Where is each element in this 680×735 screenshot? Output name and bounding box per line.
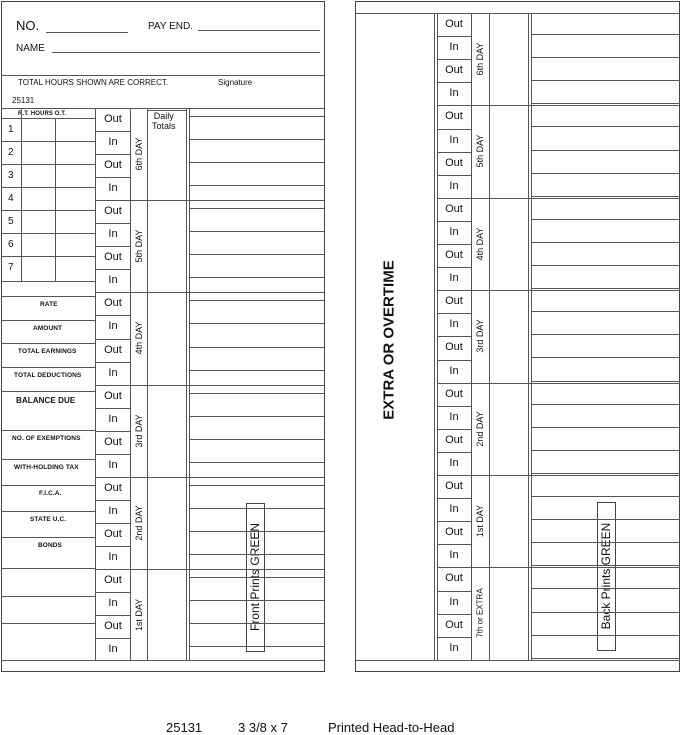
totals-line	[189, 508, 325, 509]
back-out-label: Out	[445, 156, 463, 169]
back-in-label: In	[449, 641, 459, 654]
hours-row-number: 1	[8, 124, 14, 135]
io-line	[95, 154, 130, 155]
back-in-label: In	[449, 549, 459, 562]
back-totals-line	[531, 103, 680, 104]
back-io-line	[437, 406, 471, 407]
back-totals-line	[531, 242, 680, 243]
back-day-group-line	[437, 290, 680, 291]
deduction-label: TOTAL DEDUCTIONS	[14, 372, 82, 379]
back-card	[355, 1, 680, 672]
deduction-line	[1, 367, 95, 368]
totals-line	[189, 623, 325, 624]
back-day-group-line	[437, 567, 680, 568]
no-label: NO.	[16, 18, 40, 33]
day-label: 6th DAY	[134, 137, 144, 171]
back-col-3	[471, 13, 472, 660]
in-label: In	[108, 366, 118, 379]
deduction-label: AMOUNT	[33, 325, 63, 332]
day-label: 5th DAY	[134, 229, 144, 263]
deduction-label: BALANCE DUE	[16, 396, 76, 405]
in-label: In	[108, 643, 118, 656]
totals-line	[189, 162, 325, 163]
totals-line	[189, 185, 325, 186]
day-group-line	[95, 292, 325, 293]
back-totals-line	[531, 473, 680, 474]
totals-line	[189, 139, 325, 140]
back-io-line	[437, 336, 471, 337]
day-label: 1st DAY	[134, 598, 144, 632]
back-io-line	[437, 36, 471, 37]
back-day-label: 7th or EXTRA	[475, 588, 485, 639]
back-io-line	[437, 129, 471, 130]
deduction-label: WITH-HOLDING TAX	[14, 464, 79, 471]
back-out-label: Out	[445, 387, 463, 400]
totals-line	[189, 439, 325, 440]
back-totals-line	[531, 450, 680, 451]
deduction-label: BONDS	[38, 542, 62, 549]
back-in-label: In	[449, 179, 459, 192]
back-in-label: In	[449, 456, 459, 469]
totals-line	[189, 554, 325, 555]
hours-row-line	[1, 233, 95, 234]
form-number: 25131	[12, 96, 35, 105]
back-totals-line	[531, 588, 680, 589]
back-out-label: Out	[445, 526, 463, 539]
io-line	[95, 269, 130, 270]
io-line	[95, 638, 130, 639]
back-in-label: In	[449, 595, 459, 608]
back-io-line	[437, 591, 471, 592]
back-io-line	[437, 429, 471, 430]
caption-size: 3 3/8 x 7	[238, 720, 288, 735]
caption-number: 25131	[166, 720, 203, 735]
totals-line	[189, 462, 325, 463]
totals-line	[189, 646, 325, 647]
in-label: In	[108, 228, 118, 241]
totals-line	[189, 208, 325, 209]
back-in-label: In	[449, 318, 459, 331]
totals-line	[189, 393, 325, 394]
in-label: In	[108, 550, 118, 563]
back-totals-line	[531, 219, 680, 220]
back-totals-line	[531, 565, 680, 566]
in-label: In	[108, 458, 118, 471]
totals-line	[189, 277, 325, 278]
hours-row-line	[1, 210, 95, 211]
front-print-note: Front Prints GREEN	[248, 522, 262, 632]
back-totals-line	[531, 519, 680, 520]
out-label: Out	[104, 389, 122, 402]
back-day-label: 1st DAY	[475, 504, 485, 538]
io-line	[95, 177, 130, 178]
totals-line	[189, 531, 325, 532]
back-out-label: Out	[445, 64, 463, 77]
in-label: In	[108, 412, 118, 425]
back-out-label: Out	[445, 341, 463, 354]
io-line	[95, 500, 130, 501]
day-label: 2nd DAY	[134, 505, 144, 541]
back-col-4	[489, 13, 490, 660]
deduction-line	[1, 485, 95, 486]
io-line	[95, 615, 130, 616]
day-group-line	[95, 108, 325, 109]
deduction-label: F.I.C.A.	[39, 490, 62, 497]
out-label: Out	[104, 205, 122, 218]
deduction-line	[1, 511, 95, 512]
back-io-line	[437, 360, 471, 361]
back-in-label: In	[449, 410, 459, 423]
back-in-label: In	[449, 133, 459, 146]
blank-deduction-line	[1, 568, 95, 569]
totals-line	[189, 323, 325, 324]
hours-row-line	[1, 164, 95, 165]
back-day-group-line	[437, 105, 680, 106]
deduction-line	[1, 459, 95, 460]
back-in-label: In	[449, 364, 459, 377]
day-group-line	[95, 569, 325, 570]
day-label: 4th DAY	[134, 321, 144, 355]
totals-line	[189, 370, 325, 371]
hours-row-line	[1, 187, 95, 188]
deduction-line	[1, 343, 95, 344]
caption-note: Printed Head-to-Head	[328, 720, 455, 735]
out-label: Out	[104, 159, 122, 172]
back-out-label: Out	[445, 295, 463, 308]
back-in-label: In	[449, 503, 459, 516]
io-line	[95, 131, 130, 132]
hours-row-line	[1, 118, 95, 119]
back-day-label: 3rd DAY	[475, 319, 485, 353]
no-line	[46, 32, 128, 33]
blank-deduction-line	[1, 623, 95, 624]
day-group-line	[95, 477, 325, 478]
back-in-label: In	[449, 225, 459, 238]
back-totals-line	[531, 311, 680, 312]
hours-row-number: 6	[8, 239, 14, 250]
out-label: Out	[104, 574, 122, 586]
back-out-label: Out	[445, 202, 463, 215]
name-line	[52, 52, 320, 53]
back-io-line	[437, 521, 471, 522]
back-totals-line	[531, 496, 680, 497]
deduction-line	[1, 296, 95, 297]
io-line	[95, 246, 130, 247]
back-io-line	[437, 452, 471, 453]
back-in-label: In	[449, 272, 459, 285]
back-bottom-line	[355, 660, 680, 661]
back-out-label: Out	[445, 433, 463, 446]
back-day-label: 6th DAY	[475, 42, 485, 76]
back-totals-line	[531, 334, 680, 335]
back-day-group-line	[437, 475, 680, 476]
back-in-label: In	[449, 87, 459, 100]
hours-row-line	[1, 256, 95, 257]
back-out-label: Out	[445, 572, 463, 585]
deduction-label: TOTAL EARNINGS	[18, 348, 77, 355]
totals-line	[189, 485, 325, 486]
back-totals-line	[531, 612, 680, 613]
totals-line	[189, 231, 325, 232]
back-totals-line	[531, 658, 680, 659]
signature-label: Signature	[218, 78, 253, 87]
deduction-line	[1, 320, 95, 321]
pay-end-line	[198, 30, 320, 31]
total-hours-label: TOTAL HOURS SHOWN ARE CORRECT.	[18, 78, 169, 87]
totals-line	[189, 300, 325, 301]
back-title: EXTRA OR OVERTIME	[380, 260, 398, 420]
io-line	[95, 362, 130, 363]
in-label: In	[108, 182, 118, 195]
pay-end-label: PAY END.	[148, 21, 194, 32]
back-out-label: Out	[445, 249, 463, 261]
back-io-line	[437, 614, 471, 615]
out-label: Out	[104, 297, 122, 310]
back-totals-line	[531, 150, 680, 151]
out-label: Out	[104, 620, 122, 633]
in-label: In	[108, 320, 118, 333]
hours-header: R.T. HOURS O.T.	[18, 111, 67, 117]
back-totals-line	[531, 635, 680, 636]
back-day-label: 2nd DAY	[475, 410, 485, 447]
back-out-label: Out	[445, 618, 463, 631]
back-io-line	[437, 59, 471, 60]
daily-totals-label: Daily Totals	[152, 111, 176, 131]
back-print-note: Back Prints GREEN	[599, 522, 613, 630]
totals-line	[189, 577, 325, 578]
back-out-label: Out	[445, 480, 463, 492]
back-io-line	[437, 313, 471, 314]
hours-row-number: 5	[8, 216, 14, 227]
back-totals-line	[531, 126, 680, 127]
deduction-line	[1, 537, 95, 538]
hours-row-number: 3	[8, 170, 14, 181]
day-label: 3rd DAY	[134, 413, 144, 448]
back-totals-line	[531, 173, 680, 174]
deduction-line	[1, 391, 95, 392]
back-totals-line	[531, 288, 680, 289]
day-group-line	[95, 200, 325, 201]
back-io-line	[437, 244, 471, 245]
blank-deduction-line	[1, 596, 95, 597]
front-card	[1, 1, 325, 672]
back-io-line	[437, 267, 471, 268]
back-in-label: In	[449, 41, 459, 54]
back-totals-line	[531, 542, 680, 543]
totals-line	[189, 254, 325, 255]
out-label: Out	[104, 251, 122, 264]
day-group-line	[95, 385, 325, 386]
back-totals-line	[531, 427, 680, 428]
io-line	[95, 315, 130, 316]
in-label: In	[108, 504, 118, 517]
io-line	[95, 546, 130, 547]
totals-line	[189, 116, 325, 117]
front-bottom-line	[1, 660, 325, 661]
back-day-group-line	[437, 198, 680, 199]
in-label: In	[108, 274, 118, 287]
back-totals-line	[531, 80, 680, 81]
back-day-label: 5th DAY	[475, 134, 485, 168]
io-line	[95, 523, 130, 524]
back-col-5	[528, 13, 529, 660]
back-totals-line	[531, 357, 680, 358]
in-label: In	[108, 136, 118, 149]
header-divider	[1, 75, 325, 76]
back-totals-line	[531, 196, 680, 197]
back-out-label: Out	[445, 18, 463, 30]
back-io-line	[437, 152, 471, 153]
out-label: Out	[104, 113, 122, 125]
hours-row-line	[1, 141, 95, 142]
deduction-label: STATE U.C.	[30, 516, 67, 523]
back-io-line	[437, 175, 471, 176]
hours-table-bottom	[1, 281, 95, 282]
back-totals-line	[531, 57, 680, 58]
out-label: Out	[104, 481, 122, 494]
totals-line	[189, 416, 325, 417]
back-day-group-line	[437, 383, 680, 384]
deduction-label: RATE	[40, 301, 58, 308]
back-day-group-line	[437, 13, 680, 14]
hours-row-number: 4	[8, 193, 14, 204]
back-totals-line	[531, 381, 680, 382]
totals-line	[189, 600, 325, 601]
out-label: Out	[104, 527, 122, 540]
back-io-line	[437, 544, 471, 545]
out-label: Out	[104, 435, 122, 448]
back-totals-line	[531, 265, 680, 266]
back-totals-line	[531, 404, 680, 405]
io-line	[95, 454, 130, 455]
io-line	[95, 431, 130, 432]
deduction-line	[1, 430, 95, 431]
back-io-line	[437, 221, 471, 222]
back-io-line	[437, 637, 471, 638]
io-line	[95, 592, 130, 593]
in-label: In	[108, 597, 118, 610]
io-line	[95, 408, 130, 409]
io-line	[95, 223, 130, 224]
back-io-line	[437, 498, 471, 499]
back-col-1	[434, 13, 435, 660]
io-line	[95, 339, 130, 340]
totals-line	[189, 347, 325, 348]
back-out-label: Out	[445, 110, 463, 123]
back-io-line	[437, 82, 471, 83]
hours-row-number: 7	[8, 262, 14, 273]
back-day-label: 4th DAY	[475, 227, 485, 261]
deduction-label: NO. OF EXEMPTIONS	[12, 435, 81, 442]
back-totals-line	[531, 34, 680, 35]
name-label: NAME	[16, 43, 45, 54]
back-col-6	[531, 13, 532, 660]
daily-totals-line	[147, 110, 187, 111]
out-label: Out	[104, 343, 122, 356]
hours-row-number: 2	[8, 147, 14, 158]
